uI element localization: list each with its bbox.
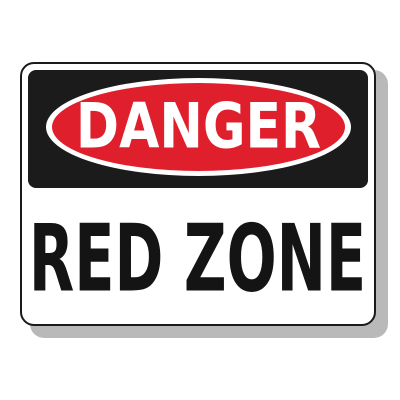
header-word: DANGER [75,91,322,163]
sign-message: RED ZONE [29,203,367,313]
header-oval [52,83,345,171]
danger-sign [20,62,376,326]
sign-header-panel [28,70,368,188]
sign-message-area [22,204,374,314]
